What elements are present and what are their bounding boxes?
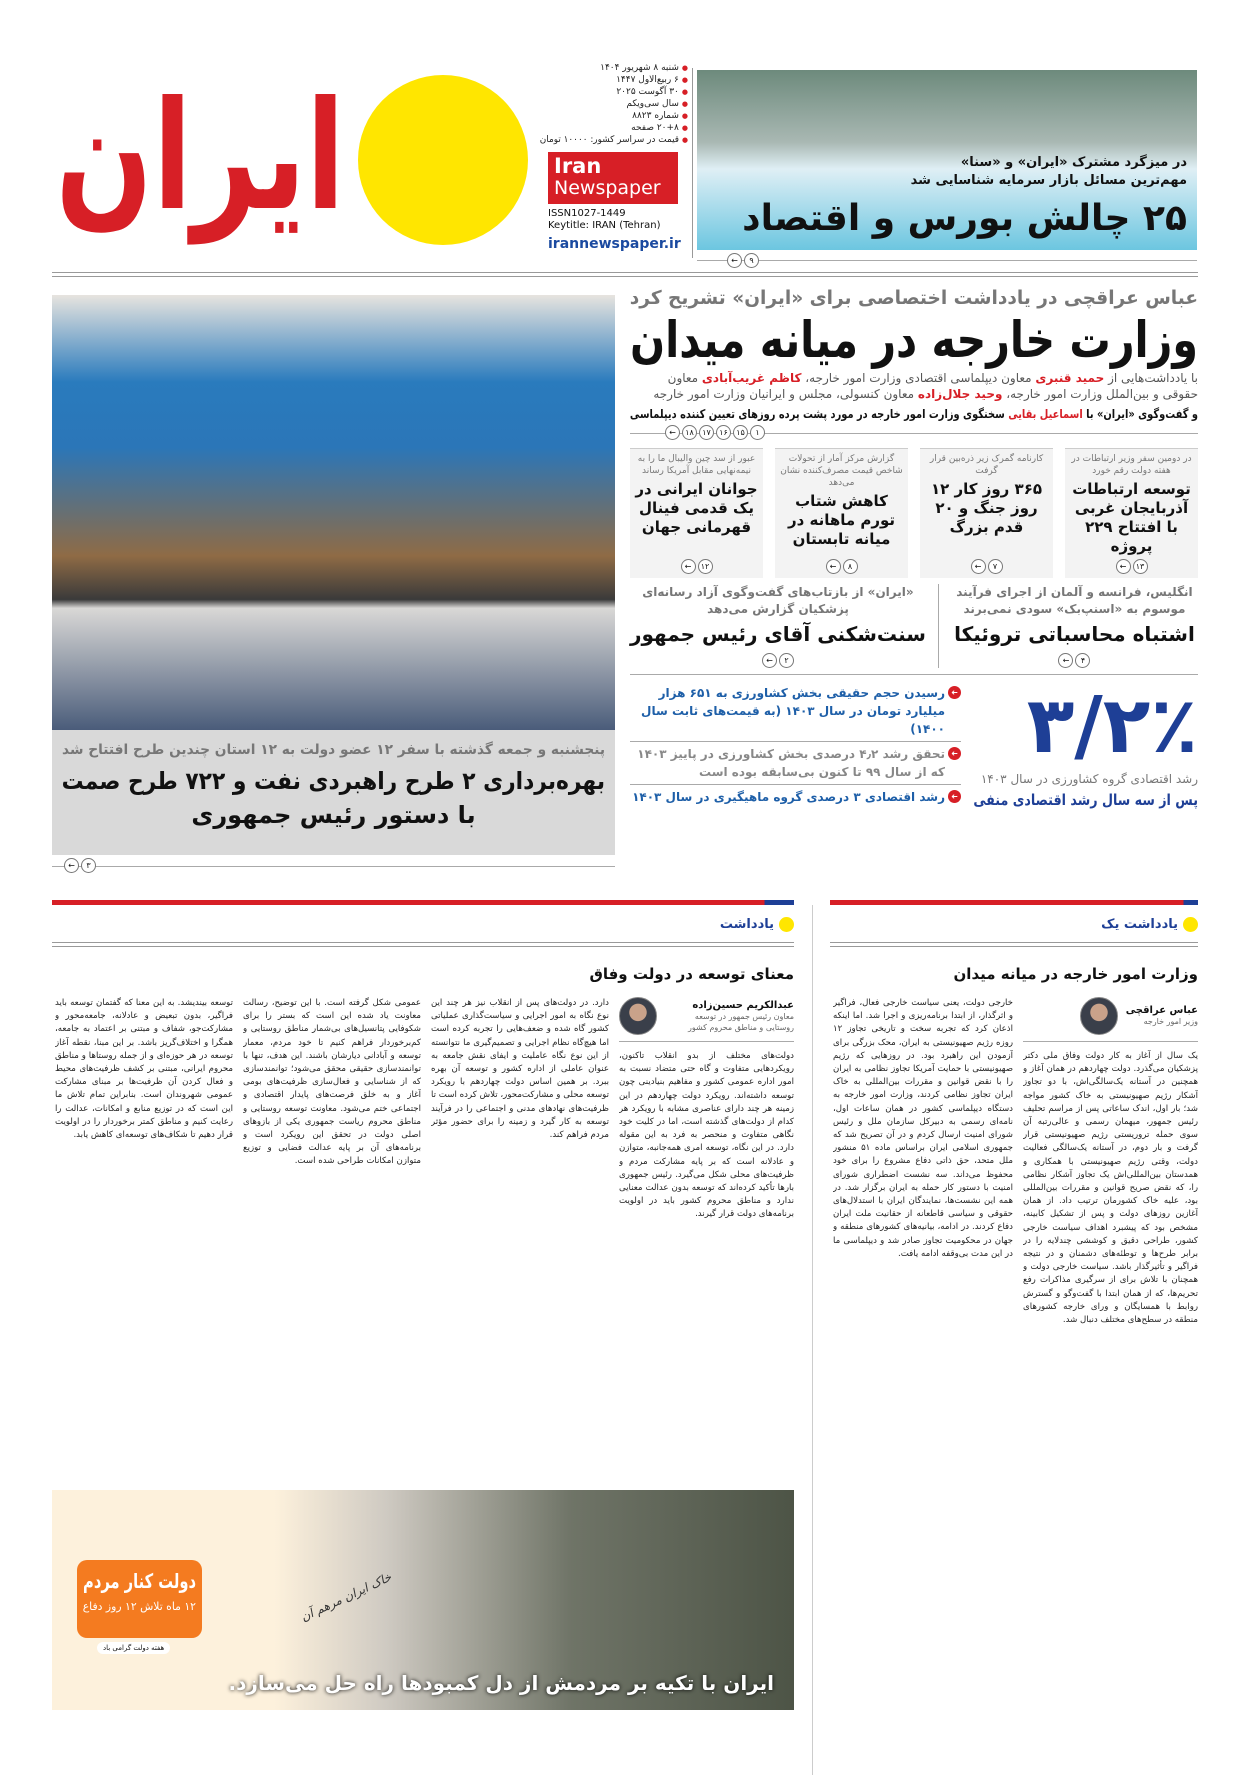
bullet-item: ➜ رشد اقتصادی ۳ درصدی گروه ماهیگیری در سال ۱۴۰۳ <box>630 785 961 809</box>
keytitle: Keytitle: IRAN (Tehran) <box>548 220 661 231</box>
info-year: ● سال سی‌ویکم <box>540 98 688 110</box>
arrow-left-icon[interactable]: ← <box>1116 559 1131 574</box>
page-number[interactable]: ۹ <box>744 253 759 268</box>
ad-slogan: ایران با تکیه بر مردمش از دل کمبودها راه حل می‌سازد. <box>228 1671 774 1695</box>
brand-line-1: Iran <box>554 154 602 178</box>
divider <box>692 68 693 258</box>
photo-story-page-ref <box>52 858 615 876</box>
section-label: یادداشت یک <box>830 917 1198 932</box>
photo-story-headline[interactable]: بهره‌برداری ۲ طرح راهبردی نفت و ۷۲۲ طرح صمت با دستور رئیس جمهوری <box>61 767 605 829</box>
lead-story <box>630 286 1198 442</box>
growth-headline[interactable]: پس از سه سال رشد اقتصادی منفی <box>973 791 1198 809</box>
note-one-section <box>830 900 1198 1762</box>
article-text: عمومی شکل گرفته است. با این توضیح، رسالت معاونت یاد شده این است که بستر را برای شکوفایی پتانسیل‌های بی‌شمار مناطق روستایی و کم‌برخوردار فراهم کنیم تا خود مردم، معمار توسعه و آبادانی دیارشان باشند. این هدف، تنها با توانمندسازی حقیقی محقق می‌شود؛ توانمندسازی که از شناسایی و فعال‌سازی ظرفیت‌های بومی آغاز و به خلق فرصت‌های پایدار اقتصادی و اجتماعی ختم می‌شود. معاونت توسعه روستایی و مناطق محروم ریاست جمهوری یکی از بازوهای اصلی دولت در تحقق این رویکرد است و برنامه‌های آن بر پایه عدالت فضایی و توزیع متوازن امکانات طراحی شده است. <box>243 998 421 1167</box>
top-story-photo[interactable] <box>697 70 1197 250</box>
arrow-left-icon[interactable]: ← <box>826 559 841 574</box>
arrow-left-icon[interactable]: ← <box>1058 653 1073 668</box>
page-number[interactable]: ۱۵ <box>733 425 748 440</box>
story-box[interactable]: عبور از سد چین والیبال ما را به نیمه‌نهایی مقابل آمریکا رساند جوانان ایرانی در یک قدمی فینال قهرمانی جهان ۱۲ ← <box>630 448 763 578</box>
info-hijri-date: ● ۶ ربیع‌الاول ۱۴۴۷ <box>540 74 688 86</box>
arrow-left-icon[interactable]: ← <box>64 858 79 873</box>
mid-stories <box>630 584 1198 668</box>
yellow-sun-emblem <box>358 75 528 245</box>
note-title[interactable]: معنای توسعه در دولت وفاق <box>589 965 794 983</box>
ad-signature: خاک ایران مرهم آن <box>298 1569 394 1625</box>
page-number[interactable]: ۸ <box>843 559 858 574</box>
divider <box>812 905 813 1775</box>
story-box[interactable]: در دومین سفر وزیر ارتباطات در هفته دولت رقم خورد توسعه ارتباطات آذربایجان غربی با افتتاح ۲۲۹ پروژه ۱۳ ← <box>1065 448 1198 578</box>
top-story-kicker: در میزگرد مشترک «ایران» و «سنا» مهم‌ترین مسائل بازار سرمایه شناسایی شد <box>910 155 1187 188</box>
story-boxes <box>630 448 1198 578</box>
bullet-item: ➜ رسیدن حجم حقیقی بخش کشاورزی به ۶۵۱ هزار میلیارد تومان در سال ۱۴۰۳ (به قیمت‌های ثابت سال ۱۴۰۰) <box>630 681 961 742</box>
page-number[interactable]: ۱۸ <box>682 425 697 440</box>
arrow-left-icon[interactable]: ← <box>971 559 986 574</box>
issn: ISSN1027-1449 <box>548 208 626 219</box>
lead-headline[interactable]: وزارت خارجه در میانه میدان <box>629 311 1198 369</box>
lead-kicker: عباس عراقچی در یادداشت اختصاصی برای «ایران» تشریح کرد <box>629 287 1198 309</box>
info-pages: ● ۲۰+۸ صفحه <box>540 122 688 134</box>
lead-subhead: با یادداشت‌هایی از حمید قنبری معاون دیپلماسی اقتصادی وزارت امور خارجه، کاظم غریب‌آبادی معاون حقوقی و بین‌الملل وزارت امور خارجه، وحید جلال‌زاده معاون کنسولی، مجلس و ایرانیان وزارت امور خارجه <box>653 371 1198 401</box>
section-bar <box>52 900 794 905</box>
page-number[interactable]: ۱۲ <box>698 559 713 574</box>
rule <box>830 942 1198 947</box>
double-rule <box>52 272 1198 277</box>
bullet-item: ➜ تحقق رشد ۴٫۲ درصدی بخش کشاورزی در پاییز ۱۴۰۳ که از سال ۹۹ تا کنون بی‌سابقه بوده است <box>630 742 961 785</box>
article-text: دارد. در دولت‌های پس از انقلاب نیز هر چند این نوع نگاه به امور اجرایی و سیاست‌گذاری عملیاتی کشور گاه شده و ضعف‌هایی را تجربه کرده است اما هیچ‌گاه نظام اجرایی و تصمیم‌گیری ما نتوانسته از این نوع نگاه عاملیت و ایفای نقش جامعه به عنوان عاملی از اداره کشور و توسعه آن بهره ببرد. بر همین اساس دولت چهاردهم با رویکرد توسعه محلی و مشارکت‌محور، تلاش کرده است تا ظرفیت‌های نهادهای مدنی و اجتماعی را در فرآیند توسعه به کار گیرد و زمینه را برای حضور مؤثر مردم فراهم کند. <box>431 998 609 1141</box>
note-section <box>52 900 794 1467</box>
yellow-dot-icon <box>1183 917 1198 932</box>
arrow-left-icon[interactable]: ← <box>665 425 680 440</box>
arrow-left-icon[interactable]: ← <box>727 253 742 268</box>
author-avatar <box>1080 997 1118 1035</box>
photo-story-caption <box>52 730 615 855</box>
top-story-headline[interactable]: ۲۵ چالش بورس و اقتصاد <box>742 198 1187 239</box>
story-box[interactable]: گزارش مرکز آمار از تحولات شاخص قیمت مصرف‌کننده نشان می‌دهد کاهش شتاب تورم ماهانه در میانه تابستان ۸ ← <box>775 448 908 578</box>
issue-info <box>540 62 688 146</box>
lead-page-refs <box>665 425 765 440</box>
page-number[interactable]: ۱۶ <box>716 425 731 440</box>
photo-story-kicker: پنجشنبه و جمعه گذشته با سفر ۱۲ عضو دولت به ۱۲ استان چندین طرح افتتاح شد <box>62 742 605 758</box>
page-number[interactable]: ۲ <box>779 653 794 668</box>
article-text: خارجی دولت، یعنی سیاست خارجی فعال، فراگیر و اثرگذار، از ابتدا برنامه‌ریزی و اجرا شد. اما اینکه اذعان کرد که تجربه سخت و تاریخی تجاوز ۱۲ روزه رژیم صهیونیستی به ایران، محک بزرگی برای آزمودن این راهبرد بود. در روزهایی که رژیم صهیونیستی با حمایت آمریکا تجاوز نظامی به ایران را با نقض قوانین و مقررات بین‌المللی به خاک ایران تجاوز نظامی کردند، وزارت امور خارجه به دستگاه دیپلماسی کشور در همان ساعات اول، نامه‌ای رسمی به دبیرکل سازمان ملل و رئیس شورای امنیت ارسال کردم و در آن تصریح شد که جمهوری اسلامی ایران براساس ماده ۵۱ منشور ملل متحد، حق ذاتی دفاع مشروع را برای خود محفوظ می‌داند. سه نشست اضطراری شورای امنیت با دستور کار حمله به ایران برگزار شد. در همه این نشست‌ها، نمایندگان ایران با استدلال‌های حقوقی و سیاسی قاطعانه از حقانیت ملت ایران دفاع کردند. در ادامه، بیانیه‌های کشورهای منطقه و جهان در محکومیت تجاوز صادر شد و دیپلماسی ما در این مدت بی‌وقفه ادامه یافت. <box>833 998 1013 1259</box>
page-number[interactable]: ۱ <box>750 425 765 440</box>
info-issue: ● شماره ۸۸۲۳ <box>540 110 688 122</box>
article-text: توسعه بیندیشد. به این معنا که گفتمان توسعه باید فراگیر، بدون تبعیض و عادلانه، جامعه‌محور و مشارکت‌جو، شفاف و مبتنی بر اعتماد به جامعه، همگرا و اختلاف‌گریز باشد. بر این مبنا، نقطه آغاز توسعه در هر حوزه‌ای و از جمله روستاها و مناطق محروم ایرانی، مبتنی بر کشف ظرفیت‌های محیط و فعال کردن آن ظرفیت‌ها بر مبنای مشارکت عمومی شهروندان است. بنابراین تمام تلاش ما این است که در توزیع منابع و امکانات، عدالت را رعایت کنیم و مناطق کمتر برخوردار را در اولویت قرار دهیم تا شکاف‌های توسعه‌ای کاهش یابد. <box>55 998 233 1141</box>
agriculture-growth-panel <box>630 674 1198 809</box>
article-text: دولت‌های مختلف از بدو انقلاب تاکنون، رویکردهایی متفاوت و گاه حتی متضاد نسبت به امور اداره عمومی کشور و مفاهیم بنیادینی چون توسعه داشته‌اند. رویکرد دولت چهاردهم در این زمینه هر چند دارای عناصری مشابه با رویکرد هر کدام از دولت‌های گذشته است، اما در کلیت خود نگاهی متفاوت و منحصر به فرد به این مقوله دارد. در این نگاه، توسعه امری همه‌جانبه، متوازن و عادلانه است که بر پایه مشارکت مردم و ظرفیت‌های محلی شکل می‌گیرد. رئیس جمهوری بارها تأکید کرده‌اند که توسعه بدون عدالت معنایی ندارد و مناطق محروم کشور باید در اولویت برنامه‌های دولت قرار گیرند. <box>619 1051 794 1220</box>
growth-caption: رشد اقتصادی گروه کشاورزی در سال ۱۴۰۳ <box>980 772 1198 786</box>
page-number[interactable]: ۱۷ <box>699 425 714 440</box>
note-one-title[interactable]: وزارت امور خارجه در میانه میدان <box>953 965 1198 983</box>
author-byline: عبدالکریم حسین‌زاده معاون رئیس جمهور در توسعه روستایی و مناطق محروم کشور <box>619 997 794 1042</box>
info-gregorian-date: ● ۳۰ آگوست ۲۰۲۵ <box>540 86 688 98</box>
right-column <box>630 286 1198 894</box>
website-link[interactable]: irannewspaper.ir <box>548 236 681 252</box>
author-avatar <box>619 997 657 1035</box>
ad-pill: هفته دولت گرامی باد <box>97 1642 170 1654</box>
issn-info <box>548 208 690 232</box>
newspaper-logo <box>55 62 345 252</box>
yellow-dot-icon <box>779 917 794 932</box>
mid-story[interactable]: انگلیس، فرانسه و آلمان از اجرای فرآیند موسوم به «اسنپ‌بک» سودی نمی‌برند اشتباه محاسباتی تروئیکا ۴ ← <box>951 584 1198 668</box>
cabinet-meeting-photo <box>52 295 615 730</box>
divider <box>938 584 939 668</box>
section-bar <box>830 900 1198 905</box>
page-number[interactable]: ۱۳ <box>1133 559 1148 574</box>
mid-story[interactable]: «ایران» از بازتاب‌های گفت‌وگوی آزاد رسانه‌ای پزشکیان گزارش می‌دهد سنت‌شکنی آقای رئیس جمهور ۲ ← <box>630 584 926 668</box>
arrow-left-icon[interactable]: ← <box>681 559 696 574</box>
growth-figure: ۳/۲٪ <box>1026 681 1198 771</box>
arrow-left-icon[interactable]: ← <box>762 653 777 668</box>
brand-line-2: Newspaper <box>554 177 661 199</box>
iran-newspaper-brand <box>548 152 678 204</box>
author-byline: عباس عراقچی وزیر امور خارجه <box>1023 997 1198 1042</box>
top-story-page-ref <box>697 253 1197 269</box>
ad-badge: دولت کنار مردم ۱۲ ماه تلاش ۱۲ روز دفاع <box>77 1560 202 1638</box>
government-week-ad[interactable] <box>52 1490 794 1710</box>
page-number[interactable]: ۳ <box>81 858 96 873</box>
info-date: ● شنبه ۸ شهریور ۱۴۰۴ <box>540 62 688 74</box>
page-number[interactable]: ۴ <box>1075 653 1090 668</box>
rule <box>52 942 794 947</box>
info-price: ● قیمت در سراسر کشور: ۱۰۰۰۰ تومان <box>542 134 688 146</box>
page-number[interactable]: ۷ <box>988 559 1003 574</box>
logo-text: ایران <box>55 70 345 244</box>
story-box[interactable]: کارنامه گمرک زیر ذره‌بین قرار گرفت ۳۶۵ روز کار ۱۲ روز جنگ و ۲۰ قدم بزرگ ۷ ← <box>920 448 1053 578</box>
lead-interview-line: و گفت‌وگوی «ایران» با اسماعیل بقایی سخنگوی وزارت امور خارجه در مورد پشت پرده روزهای تعیین کننده دیپلماسی <box>629 407 1198 421</box>
article-text: یک سال از آغاز به کار دولت وفاق ملی دکتر پزشکیان می‌گذرد. دولت چهاردهم در همان آغاز و همچنین در آستانه یک‌سالگی‌اش، با دو تجاوز آشکار رژیم صهیونیستی به خاک کشور مواجه شد؛ بار اول، اندک ساعاتی پس از مراسم تحلیف رئیس جمهور، میهمان رسمی و عالی‌رتبه آن سوی حمله تروریستی رژیم صهیونیستی قرار گرفت و بار دوم، در آستانه یک‌سالگی فعالیت دولت، وقتی رژیم صهیونیستی با همکاری و همدستان بین‌المللی‌اش یک تجاوز آشکار نظامی را، که نقض صریح قوانین و مقررات بین‌المللی بود، علیه خاک کشورمان ترتیب داد. از همان آغازین روزهای دولت و پس از تشکیل کابینه، مشخص بود که پیشبرد اهداف سیاست خارجی کشور، طراحی دقیق و کوششی چندلایه را در برابر طرح‌ها و توطئه‌های دشمنان و در نتیجه فراگیر و تأثیرگذار باشد. سیاست خارجی دولت و همچنان با تلاش برای از سرگیری مذاکرات رفع تحریم‌ها، که از همان ابتدا با گفت‌وگو و گسترش روابط با همسایگان و ورای خارجه کشورهای منطقه در سطح‌های مختلف دنبال شد. <box>1023 1051 1198 1326</box>
section-label: یادداشت <box>52 917 794 932</box>
